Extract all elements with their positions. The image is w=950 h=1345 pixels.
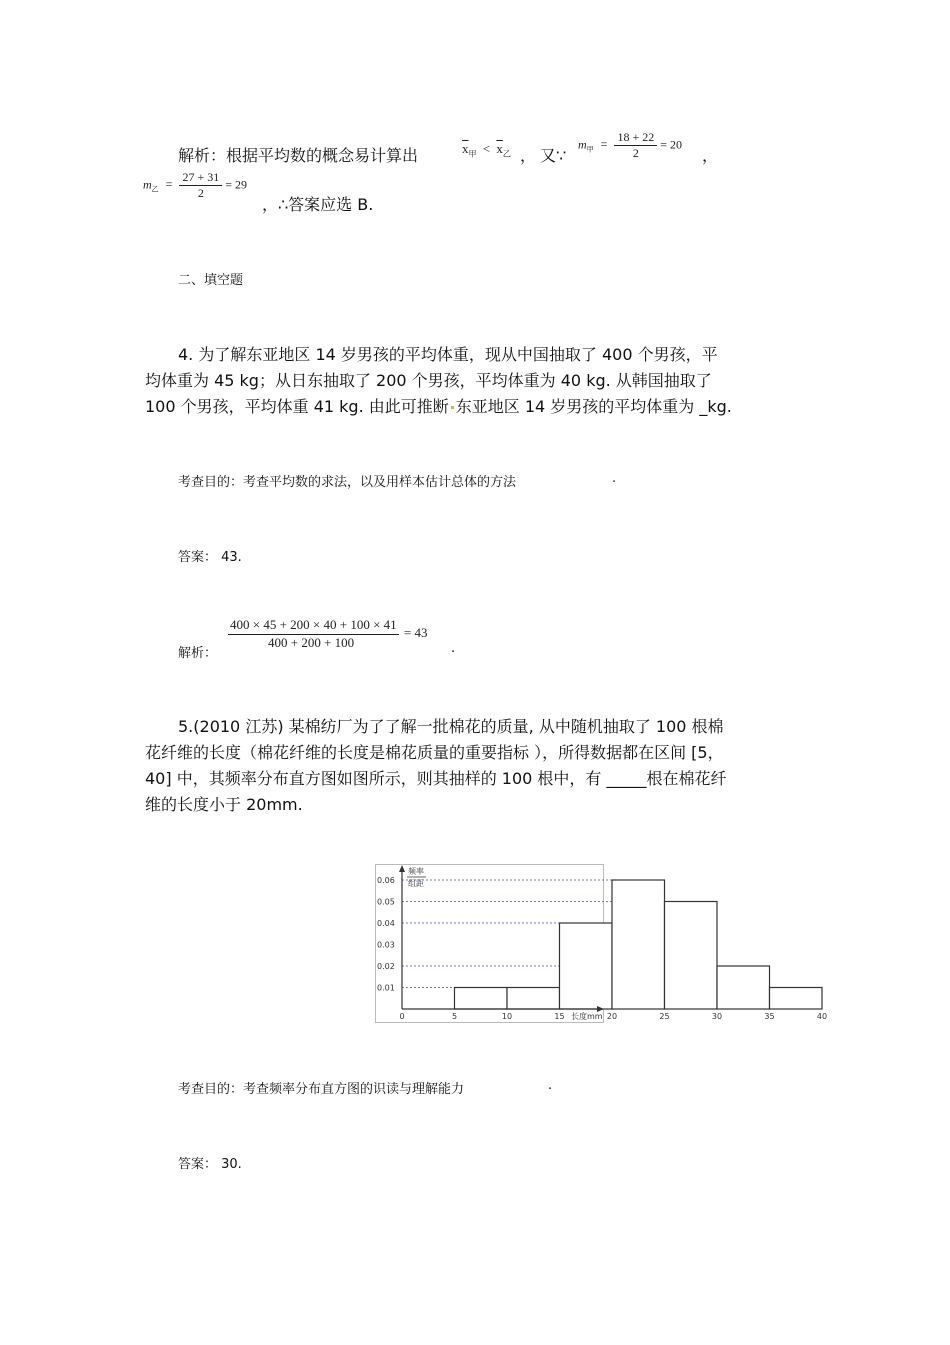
x-tick-label: 5 — [451, 1012, 458, 1021]
mean-inequality: $\overline{x}_甲 < \overline{x}_乙$ — [462, 141, 511, 159]
histogram-bar — [560, 923, 613, 1009]
x-tick-label: 0 — [399, 1012, 405, 1021]
q4-line-3: 100 个男孩，平均体重 41 kg. 由此可推断 东亚地区 14 岁男孩的平均体重为 _kg. — [145, 397, 732, 416]
y-tick-label: 0.04 — [377, 919, 395, 928]
x-tick-label: 10 — [501, 1012, 513, 1021]
y-tick-label: 0.05 — [377, 897, 395, 907]
q5-line-2: 花纤维的长度（棉花纤维的长度是棉花质量的重要指标 ），所得数据都在区间 [5， — [145, 743, 724, 762]
q5-answer: 答案： 30. — [178, 1157, 242, 1172]
q5-line-1: 5.(2010 江苏) 某棉纺厂为了了解一批棉花的质量, 从中随机抽取了 100 根棉 — [178, 717, 724, 736]
analysis-label: 解析：根据平均数的概念易计算出 — [178, 146, 419, 165]
you-text: 又∵ — [540, 146, 567, 165]
y-tick-label: 0.06 — [377, 876, 395, 885]
histogram-bar — [455, 988, 508, 1010]
histogram-bar — [717, 966, 770, 1009]
q4-line-2: 均体重为 45 kg；从日东抽取了 200 个男孩，平均体重为 40 kg. 从韩国抽取了 — [145, 371, 712, 390]
histogram-bar — [665, 902, 718, 1010]
marker-dot — [451, 406, 454, 409]
answer-choice-text: ，∴答案应选 B. — [262, 195, 374, 214]
y-tick-label: 0.01 — [377, 983, 395, 993]
histogram-bar — [507, 988, 560, 1010]
q4-answer: 答案： 43. — [178, 550, 242, 565]
x-tick-label: 30 — [711, 1012, 723, 1021]
analysis-text-1 — [178, 143, 418, 166]
y-axis-label-top: 频率 — [408, 867, 424, 876]
x-tick-label: 20 — [606, 1012, 618, 1021]
x-tick-label: 40 — [816, 1012, 828, 1021]
x-tick-label: 15 — [554, 1012, 565, 1021]
q4-purpose: 考查目的：考查平均数的求法，以及用样本估计总体的方法 — [178, 475, 517, 490]
frequency-histogram — [375, 864, 828, 1024]
y-tick-label: 0.02 — [377, 962, 395, 971]
q4-formula-dot: . — [451, 641, 456, 656]
x-axis-label: 长度mm — [571, 1012, 603, 1021]
q4-purpose-dot: . — [612, 471, 617, 486]
section-title: 二、填空题 — [178, 273, 244, 288]
q4-line-1: 4. 为了解东亚地区 14 岁男孩的平均体重，现从中国抽取了 400 个男孩，平 — [178, 345, 718, 364]
x-tick-label: 25 — [659, 1012, 670, 1021]
q5-purpose-dot: . — [548, 1078, 553, 1093]
histogram-bar — [612, 880, 665, 1009]
y-axis-label-bottom: 组距 — [408, 879, 424, 888]
median-jia-formula: $m_甲$ = $\frac{18 + 22}{2}$ = 20 — [578, 130, 683, 160]
q4-analysis-label: 解析： — [178, 646, 218, 661]
q4-weighted-mean-formula: $\frac{400 \times 45 + 200 \times 40 + 100 \times 41}{400 + 200 + 100}$ = 43 — [230, 617, 428, 650]
question-4 — [145, 342, 825, 420]
question-5 — [145, 714, 825, 818]
median-yi-formula: $m_乙$ = $\frac{27 + 31}{2}$ = 29 — [143, 170, 248, 200]
q5-line-4: 维的长度小于 20mm. — [145, 795, 303, 814]
q5-line-3: 40] 中，其频率分布直方图如图所示，则其抽样的 100 根中，有 _____根在棉花纤 — [145, 769, 727, 788]
comma-1: ， — [520, 146, 537, 165]
q5-purpose: 考查目的：考查频率分布直方图的识读与理解能力 — [178, 1082, 465, 1097]
comma-2: ， — [702, 146, 719, 165]
x-tick-label: 35 — [764, 1012, 775, 1021]
histogram-bar — [770, 988, 823, 1010]
y-tick-label: 0.03 — [377, 940, 395, 950]
